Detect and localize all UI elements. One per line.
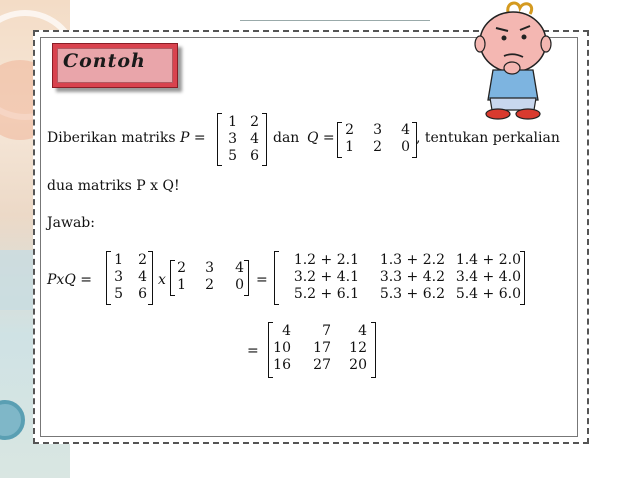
matrix-cell: 1.2 + 2.1: [293, 252, 359, 268]
calc-eq1: =: [256, 272, 268, 288]
calc-matrix-expanded: [276, 252, 524, 303]
matrix-cell: 1.4 + 2.0: [455, 252, 521, 268]
divider: [240, 20, 430, 21]
matrix-cell: 3: [373, 122, 382, 138]
matrix-cell: 1: [114, 252, 123, 268]
problem-line2: dua matriks P x Q!: [47, 178, 180, 194]
matrix-cell: 16: [273, 357, 291, 373]
matrix-cell: 10: [273, 340, 291, 356]
matrix-cell: 4: [282, 323, 291, 339]
matrix-q: [341, 122, 413, 156]
matrix-cell: 12: [349, 340, 367, 356]
calc-expanded-right-bracket: [520, 251, 525, 305]
matrix-cell: 5.2 + 6.1: [293, 286, 359, 302]
calc-lhs: PxQ =: [47, 272, 92, 288]
matrix-cell: 1: [177, 277, 186, 293]
matrix-cell: 0: [235, 277, 244, 293]
calc-matrix-q: [173, 260, 247, 294]
matrix-cell: 4: [235, 260, 244, 276]
matrix-cell: 2: [373, 139, 382, 155]
result-right-bracket: [371, 322, 376, 378]
matrix-cell: 5.4 + 6.0: [455, 286, 521, 302]
matrix-cell: 5.3 + 6.2: [379, 286, 445, 302]
problem-tail: , tentukan perkalian: [416, 130, 560, 146]
matrix-cell: 5: [228, 148, 237, 164]
matrix-cell: 2: [345, 122, 354, 138]
answer-label: Jawab:: [47, 215, 95, 231]
matrix-cell: 3: [205, 260, 214, 276]
problem-intro: Diberikan matriks: [47, 130, 176, 146]
matrix-cell: 1: [345, 139, 354, 155]
calc-q-right-bracket: [244, 260, 249, 296]
matrix-cell: 4: [138, 269, 147, 285]
matrix-cell: 27: [313, 357, 331, 373]
matrix-cell: 5: [114, 286, 123, 302]
calc-eq2: =: [247, 343, 259, 359]
matrix-cell: 2: [138, 252, 147, 268]
matrix-cell: 3.2 + 4.1: [293, 269, 359, 285]
thinking-boy-cartoon-icon: [468, 0, 558, 122]
matrix-cell: 2: [250, 114, 259, 130]
matrix-cell: 0: [401, 139, 410, 155]
calc-times: x: [158, 272, 166, 288]
matrix-cell: 1: [228, 114, 237, 130]
matrix-cell: 4: [401, 122, 410, 138]
heading-label: Contoh: [63, 50, 146, 72]
matrix-p-right-bracket: [262, 113, 267, 166]
matrix-cell: 4: [250, 131, 259, 147]
result-matrix: [270, 323, 370, 374]
matrix-cell: 20: [349, 357, 367, 373]
matrix-cell: 6: [138, 286, 147, 302]
matrix-cell: 6: [250, 148, 259, 164]
problem-conj: dan: [273, 130, 300, 146]
matrix-cell: 3: [228, 131, 237, 147]
matrix-cell: 4: [358, 323, 367, 339]
matrix-cell: 1.3 + 2.2: [379, 252, 445, 268]
calc-matrix-p: [110, 252, 150, 303]
matrix-cell: 2: [177, 260, 186, 276]
calc-p-right-bracket: [148, 251, 153, 305]
matrix-cell: 7: [322, 323, 331, 339]
matrix-cell: 3: [114, 269, 123, 285]
matrix-p: [222, 114, 262, 165]
q-label: Q =: [307, 130, 335, 146]
matrix-cell: 3.3 + 4.2: [379, 269, 445, 285]
p-label: P =: [180, 130, 206, 146]
matrix-cell: 2: [205, 277, 214, 293]
matrix-cell: 17: [313, 340, 331, 356]
matrix-cell: 3.4 + 4.0: [455, 269, 521, 285]
